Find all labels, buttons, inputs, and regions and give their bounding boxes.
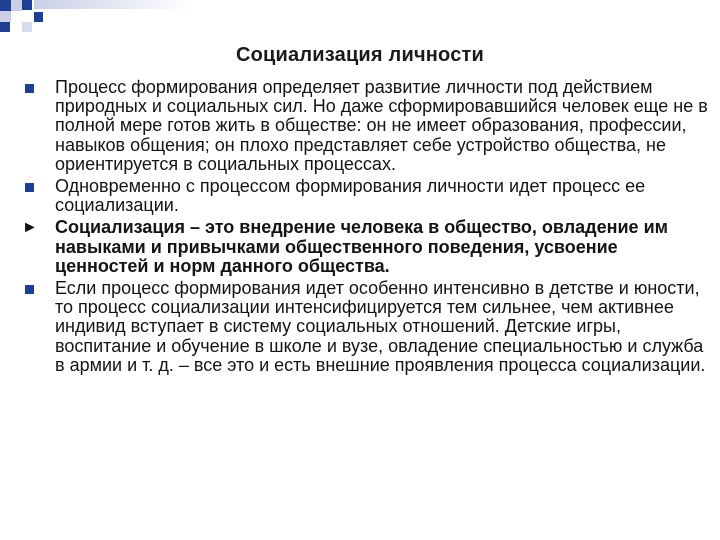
- paragraph-definition: [22, 218, 712, 276]
- slide-title: Социализация личности: [235, 44, 485, 66]
- corner-square-icon: [11, 0, 22, 11]
- square-bullet-icon: [25, 285, 34, 294]
- paragraph-text: Если процесс формирования идет особенно интенсивно в детстве и юности, то процесс социализации интенсифицируется тем сильнее, чем активнее индивид вступает в систему социальных отношений. Детские игры, воспитание и обучение в школе и вузе, овладение специальностью и служба в армии и т. д. – все это и есть внешние проявления процесса социализации.: [55, 278, 706, 375]
- square-bullet-icon: [25, 84, 34, 93]
- corner-square-icon: [22, 22, 32, 32]
- slide-body: [22, 78, 712, 378]
- paragraph-formation: [22, 78, 712, 174]
- paragraph-text: Социализация – это внедрение человека в общество, овладение им навыками и привычками общественного поведения, усвоение ценностей и норм данного общества.: [55, 217, 668, 276]
- corner-decoration: [0, 0, 200, 40]
- corner-square-icon: [0, 22, 10, 32]
- square-bullet-icon: [25, 183, 34, 192]
- paragraph-intensity: [22, 279, 712, 375]
- arrow-bullet-icon: ►: [22, 219, 38, 237]
- paragraph-text: Одновременно с процессом формирования личности идет процесс ее социализации.: [55, 176, 646, 216]
- corner-bar-decoration: [34, 0, 194, 9]
- corner-square-icon: [0, 11, 11, 22]
- paragraph-simultaneous: [22, 177, 712, 215]
- corner-square-icon: [22, 0, 32, 10]
- corner-bar-decoration: [34, 12, 43, 22]
- corner-square-icon: [0, 0, 11, 11]
- paragraph-text: Процесс формирования определяет развитие личности под действием природных и социальных сил. Но даже сформировавшийся человек еще не в полной мере готов жить в обществе: он не имеет образования, профессии, навыков общения; он плохо представляет себе устройство общества, не ориентируется в социальных процессах.: [55, 77, 708, 174]
